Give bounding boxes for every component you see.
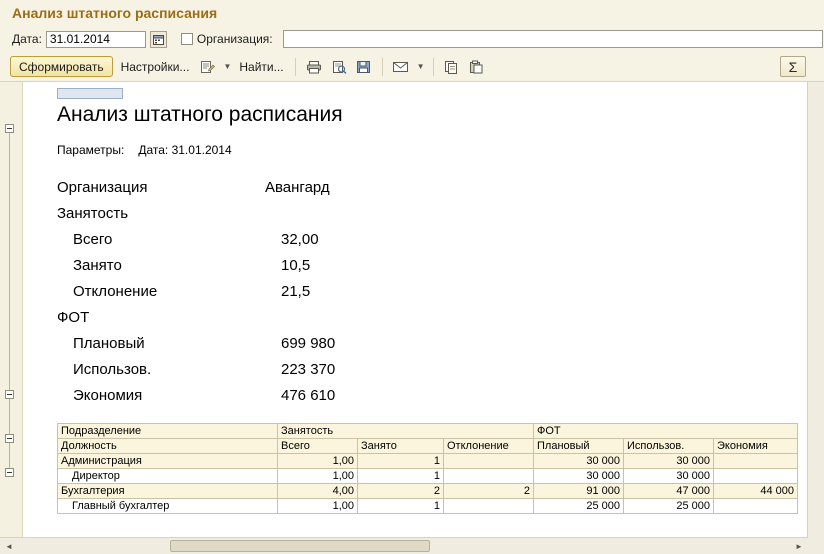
parameters-bar	[0, 26, 824, 52]
selected-cell[interactable]	[57, 88, 123, 99]
summary-key: Использов.	[73, 361, 152, 378]
row-cell-occupied: 1	[358, 499, 444, 514]
paste-icon[interactable]	[467, 57, 487, 77]
summary-list	[57, 175, 824, 409]
summary-row	[57, 383, 824, 409]
table-row[interactable]	[58, 454, 798, 469]
summary-key: Организация	[57, 179, 148, 196]
summary-key: Плановый	[73, 335, 145, 352]
outline-gutter	[0, 82, 23, 554]
row-cell-occupied: 1	[358, 454, 444, 469]
scroll-right-icon[interactable]: ►	[795, 541, 803, 551]
summary-row	[57, 253, 824, 279]
row-cell-deviation: 2	[444, 484, 534, 499]
settings-button[interactable]: Настройки...	[120, 59, 190, 74]
row-cell-used: 30 000	[624, 454, 714, 469]
summary-value: 223 370	[281, 361, 336, 378]
org-label: Организация:	[196, 32, 273, 46]
column-header: Отклонение	[444, 439, 534, 454]
column-header: Всего	[278, 439, 358, 454]
summary-row	[57, 227, 824, 253]
summary-row	[57, 331, 824, 357]
report-title: Анализ штатного расписания	[57, 103, 343, 126]
row-cell-planned: 91 000	[534, 484, 624, 499]
summary-key: ФОТ	[57, 309, 90, 326]
summary-row	[57, 201, 824, 227]
row-cell-used: 47 000	[624, 484, 714, 499]
group-header-cell: Подразделение	[58, 424, 278, 439]
summary-row	[57, 175, 824, 201]
print-preview-icon[interactable]	[329, 57, 349, 77]
report-parameters	[57, 143, 824, 157]
save-icon[interactable]	[354, 57, 374, 77]
date-input[interactable]	[46, 31, 146, 48]
outline-collapse-4[interactable]	[5, 468, 14, 477]
column-header: Должность	[58, 439, 278, 454]
vertical-scrollbar[interactable]	[807, 82, 824, 554]
row-cell-name: Администрация	[58, 454, 278, 469]
outline-collapse-3[interactable]	[5, 434, 14, 443]
summary-row	[57, 279, 824, 305]
column-header: Использов.	[624, 439, 714, 454]
row-cell-total: 1,00	[278, 469, 358, 484]
table-header-row	[58, 439, 798, 454]
org-input[interactable]	[283, 30, 823, 48]
row-cell-occupied: 2	[358, 484, 444, 499]
table-row[interactable]	[58, 484, 798, 499]
toolbar-separator	[295, 58, 296, 76]
outline-collapse-2[interactable]	[5, 390, 14, 399]
scroll-left-icon[interactable]: ◄	[5, 541, 13, 551]
row-cell-deviation	[444, 454, 534, 469]
outline-collapse-1[interactable]	[5, 124, 14, 133]
row-cell-savings	[714, 499, 798, 514]
window-titlebar	[0, 0, 824, 26]
row-cell-savings	[714, 469, 798, 484]
summary-row	[57, 357, 824, 383]
sum-button[interactable]: Σ	[780, 56, 806, 77]
dropdown-caret-icon[interactable]: ▼	[223, 62, 232, 71]
row-cell-name: Главный бухгалтер	[58, 499, 278, 514]
find-button[interactable]: Найти...	[239, 59, 284, 74]
copy-icon[interactable]	[442, 57, 462, 77]
row-cell-total: 4,00	[278, 484, 358, 499]
summary-key: Экономия	[73, 387, 143, 404]
summary-key: Занято	[73, 257, 122, 274]
summary-value: 32,00	[281, 231, 319, 248]
group-header-cell: ФОТ	[534, 424, 798, 439]
row-cell-total: 1,00	[278, 454, 358, 469]
report-area	[0, 82, 824, 554]
summary-value: 21,5	[281, 283, 311, 300]
mail-caret-icon[interactable]: ▼	[416, 62, 425, 71]
row-cell-name: Директор	[58, 469, 278, 484]
row-cell-occupied: 1	[358, 469, 444, 484]
summary-key: Занятость	[57, 205, 129, 222]
row-cell-name: Бухгалтерия	[58, 484, 278, 499]
horizontal-scrollbar[interactable]	[0, 537, 808, 554]
report-table[interactable]	[57, 423, 798, 514]
row-cell-savings: 44 000	[714, 484, 798, 499]
report-parameters-label: Параметры:	[57, 143, 125, 157]
print-icon[interactable]	[304, 57, 324, 77]
row-cell-used: 30 000	[624, 469, 714, 484]
report-parameters-value: Дата: 31.01.2014	[138, 143, 232, 157]
column-header: Занято	[358, 439, 444, 454]
toolbar	[0, 52, 824, 82]
window-title: Анализ штатного расписания	[12, 5, 218, 21]
date-label: Дата:	[12, 32, 42, 46]
horizontal-scroll-thumb[interactable]	[170, 540, 430, 552]
row-cell-savings	[714, 454, 798, 469]
summary-row	[57, 305, 824, 331]
summary-value: 699 980	[281, 335, 336, 352]
summary-key: Отклонение	[73, 283, 158, 300]
row-cell-total: 1,00	[278, 499, 358, 514]
report-sheet[interactable]	[23, 82, 824, 554]
page-setup-icon[interactable]	[197, 57, 217, 77]
generate-button[interactable]: Сформировать	[10, 56, 113, 77]
summary-key: Всего	[73, 231, 113, 248]
calendar-icon[interactable]	[150, 31, 167, 48]
column-header: Плановый	[534, 439, 624, 454]
summary-value: 476 610	[281, 387, 336, 404]
table-row[interactable]	[58, 499, 798, 514]
row-cell-used: 25 000	[624, 499, 714, 514]
column-header: Экономия	[714, 439, 798, 454]
summary-value: 10,5	[281, 257, 311, 274]
mail-icon[interactable]	[391, 57, 411, 77]
summary-value: Авангард	[265, 179, 330, 196]
table-group-header-row	[58, 424, 798, 439]
row-cell-deviation	[444, 469, 534, 484]
row-cell-deviation	[444, 499, 534, 514]
toolbar-separator-3	[433, 58, 434, 76]
row-cell-planned: 25 000	[534, 499, 624, 514]
table-row[interactable]	[58, 469, 798, 484]
row-cell-planned: 30 000	[534, 454, 624, 469]
org-checkbox[interactable]	[181, 33, 193, 45]
row-cell-planned: 30 000	[534, 469, 624, 484]
toolbar-separator-2	[382, 58, 383, 76]
group-header-cell: Занятость	[278, 424, 534, 439]
